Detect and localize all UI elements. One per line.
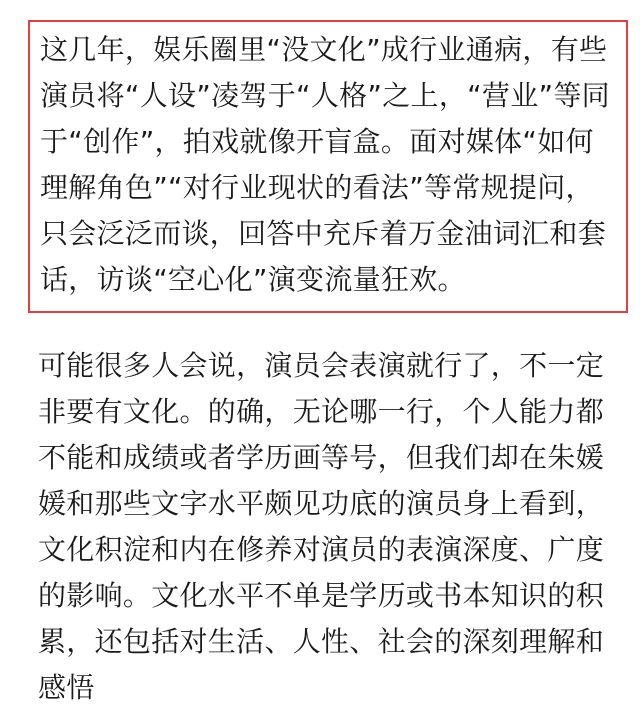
highlighted-line: 只会泛泛而谈，回答中充斥着万金油词汇和套 (40, 217, 607, 250)
body-line: 可能很多人会说，演员会表演就行了，不一定 (38, 349, 605, 382)
highlighted-paragraph-box (28, 20, 628, 313)
body-line: 累，还包括对生活、人性、社会的深刻理解和 (38, 625, 605, 658)
body-line: 感悟 (38, 671, 95, 704)
highlighted-line: 这几年，娱乐圈里“没文化”成行业通病，有些 (40, 33, 608, 66)
body-line: 非要有文化。的确，无论哪一行，个人能力都 (38, 395, 605, 428)
body-paragraph (38, 340, 628, 704)
body-line: 不能和成绩或者学历画等号，但我们却在朱媛 (38, 441, 605, 474)
highlighted-line: 演员将“人设”凌驾于“人格”之上，“营业”等同 (40, 79, 610, 112)
highlighted-line: 于“创作”，拍戏就像开盲盒。面对媒体“如何 (40, 125, 594, 158)
highlighted-line: 理解角色”“对行业现状的看法”等常规提问， (40, 171, 594, 204)
highlighted-line: 话，访谈“空心化”演变流量狂欢。 (40, 263, 466, 296)
body-line: 的影响。文化水平不单是学历或书本知识的积 (38, 579, 605, 612)
body-line: 媛和那些文字水平颇见功底的演员身上看到， (38, 487, 605, 520)
body-line: 文化积淀和内在修养对演员的表演深度、广度 (38, 533, 605, 566)
